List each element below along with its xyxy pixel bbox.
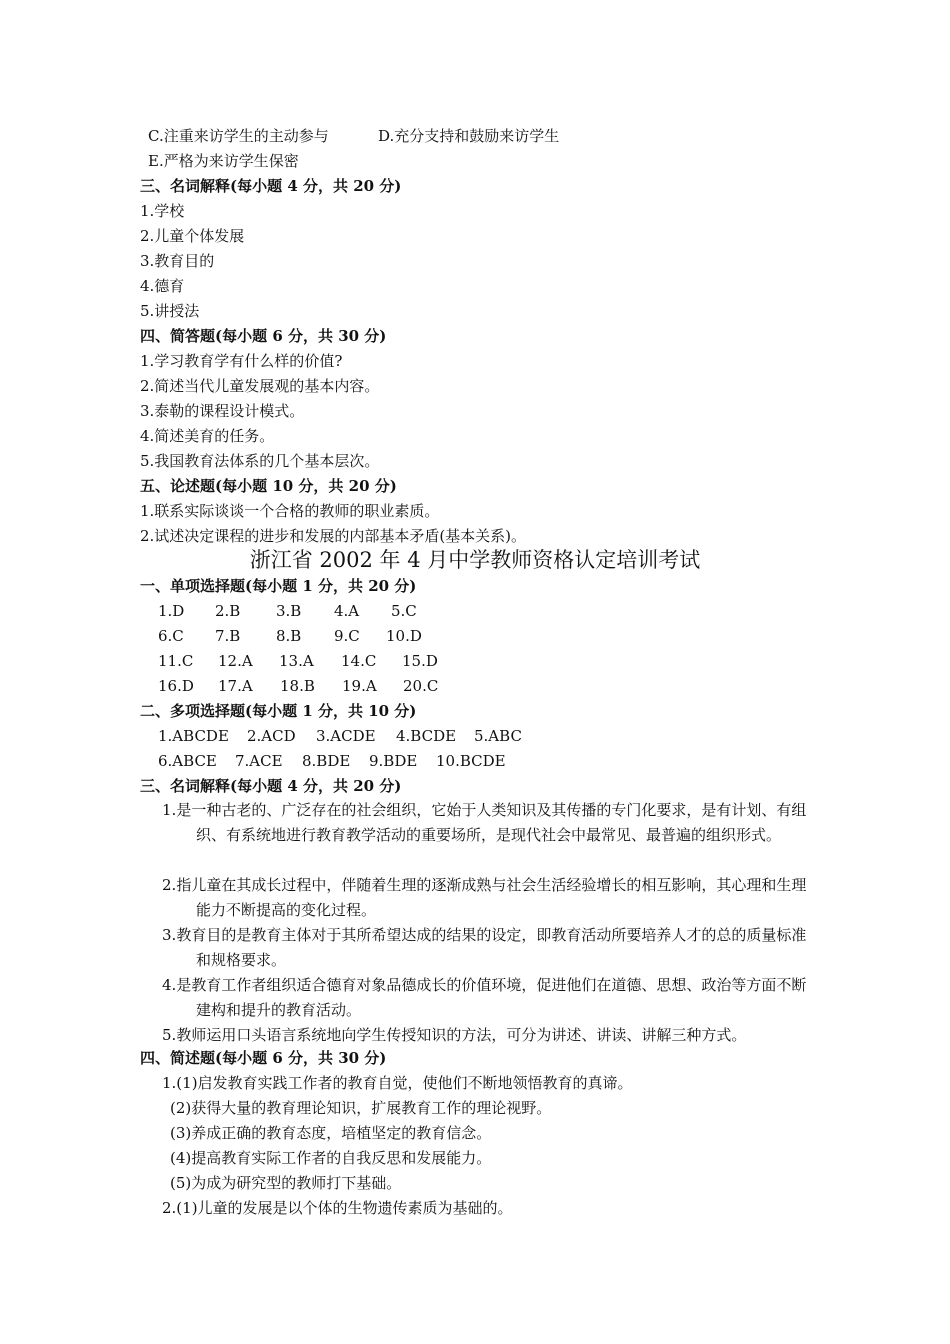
list-item: 2.试述决定课程的进步和发展的内部基本矛盾(基本关系)。 xyxy=(140,527,527,545)
answer-cell: 4.BCDE xyxy=(396,727,457,745)
item-number: 2. xyxy=(162,876,177,894)
page-title: 浙江省 2002 年 4 月中学教师资格认定培训考试 xyxy=(249,548,701,572)
list-item: 5.讲授法 xyxy=(140,302,200,320)
list-item: 5.我国教育法体系的几个基本层次。 xyxy=(140,452,380,470)
answer-cell: 2.ACD xyxy=(247,727,296,745)
definition-text: 教师运用口头语言系统地向学生传授知识的方法，可分为讲述、讲读、讲解三种方式。 xyxy=(176,1026,747,1044)
definition-answer xyxy=(162,873,812,923)
answer-cell: 6.C xyxy=(158,627,184,645)
answer-cell: 18.B xyxy=(280,677,315,695)
answer-cell: 5.C xyxy=(391,602,417,620)
definition-answer xyxy=(162,923,812,973)
list-item: 2.简述当代儿童发展观的基本内容。 xyxy=(140,377,380,395)
answer-cell: 14.C xyxy=(341,652,377,670)
answer-cell: 7.B xyxy=(215,627,241,645)
answer-cell: 8.B xyxy=(276,627,302,645)
item-number: 5. xyxy=(162,1026,177,1044)
list-item: 3.泰勒的课程设计模式。 xyxy=(140,402,305,420)
answer-cell: 6.ABCE xyxy=(158,752,217,770)
answer-cell: 5.ABC xyxy=(474,727,522,745)
list-item: 3.教育目的 xyxy=(140,252,215,270)
list-item: (3)养成正确的教育态度，培植坚定的教育信念。 xyxy=(170,1124,492,1142)
list-item: 1.(1)启发教育实践工作者的教育自觉，使他们不断地领悟教育的真谛。 xyxy=(162,1074,633,1092)
definition-text: 指儿童在其成长过程中，伴随着生理的逐渐成熟与社会生活经验增长的相互影响，其心理和生理能力不断提高的变化过程。 xyxy=(176,876,807,919)
section-heading: 四、简述题(每小题 6 分，共 30 分) xyxy=(140,1049,387,1067)
item-number: 4. xyxy=(162,976,177,994)
definition-text: 是教育工作者组织适合德育对象品德成长的价值环境，促进他们在道德、思想、政治等方面不断建构和提升的教育活动。 xyxy=(176,976,807,1019)
section-heading: 五、论述题(每小题 10 分，共 20 分) xyxy=(140,477,397,495)
item-number: 1. xyxy=(162,801,177,819)
section-heading: 三、名词解释(每小题 4 分，共 20 分) xyxy=(140,177,402,195)
answer-cell: 13.A xyxy=(279,652,314,670)
option-c: C.注重来访学生的主动参与 xyxy=(148,127,329,145)
definition-answer xyxy=(162,798,812,848)
answer-cell: 3.B xyxy=(276,602,302,620)
definition-text: 是一种古老的、广泛存在的社会组织，它始于人类知识及其传播的专门化要求，是有计划、有组织、有系统地进行教育教学活动的重要场所，是现代社会中最常见、最普遍的组织形式。 xyxy=(176,801,807,844)
answer-cell: 11.C xyxy=(158,652,194,670)
answer-cell: 2.B xyxy=(215,602,241,620)
answer-cell: 17.A xyxy=(218,677,253,695)
item-number: 3. xyxy=(162,926,177,944)
list-item: (4)提高教育实际工作者的自我反思和发展能力。 xyxy=(170,1149,492,1167)
answer-cell: 19.A xyxy=(342,677,377,695)
list-item: 1.学习教育学有什么样的价值? xyxy=(140,352,343,370)
option-e: E.严格为来访学生保密 xyxy=(148,152,299,170)
list-item: 2.儿童个体发展 xyxy=(140,227,245,245)
answer-cell: 12.A xyxy=(218,652,253,670)
answer-cell: 15.D xyxy=(402,652,438,670)
definition-answer xyxy=(162,1023,812,1048)
definition-text: 教育目的是教育主体对于其所希望达成的结果的设定，即教育活动所要培养人才的总的质量标准和规格要求。 xyxy=(176,926,807,969)
answer-cell: 1.ABCDE xyxy=(158,727,229,745)
answer-cell: 20.C xyxy=(403,677,439,695)
list-item: 1.学校 xyxy=(140,202,185,220)
list-item: 1.联系实际谈谈一个合格的教师的职业素质。 xyxy=(140,502,440,520)
list-item: (5)为成为研究型的教师打下基础。 xyxy=(170,1174,402,1192)
section-heading: 一、单项选择题(每小题 1 分，共 20 分) xyxy=(140,577,417,595)
answer-cell: 10.BCDE xyxy=(436,752,506,770)
answer-cell: 9.C xyxy=(334,627,360,645)
answer-cell: 8.BDE xyxy=(302,752,351,770)
list-item: 4.德育 xyxy=(140,277,185,295)
answer-cell: 10.D xyxy=(386,627,422,645)
answer-cell: 4.A xyxy=(334,602,360,620)
option-d: D.充分支持和鼓励来访学生 xyxy=(378,127,560,145)
answer-cell: 16.D xyxy=(158,677,194,695)
list-item: 4.简述美育的任务。 xyxy=(140,427,275,445)
list-item: (2)获得大量的教育理论知识，扩展教育工作的理论视野。 xyxy=(170,1099,552,1117)
definition-answer xyxy=(162,973,812,1023)
section-heading: 三、名词解释(每小题 4 分，共 20 分) xyxy=(140,777,402,795)
answer-cell: 7.ACE xyxy=(235,752,283,770)
list-item: 2.(1)儿童的发展是以个体的生物遗传素质为基础的。 xyxy=(162,1199,513,1217)
answer-cell: 9.BDE xyxy=(369,752,418,770)
section-heading: 二、多项选择题(每小题 1 分，共 10 分) xyxy=(140,702,417,720)
answer-cell: 1.D xyxy=(158,602,185,620)
section-heading: 四、简答题(每小题 6 分，共 30 分) xyxy=(140,327,387,345)
answer-cell: 3.ACDE xyxy=(316,727,376,745)
